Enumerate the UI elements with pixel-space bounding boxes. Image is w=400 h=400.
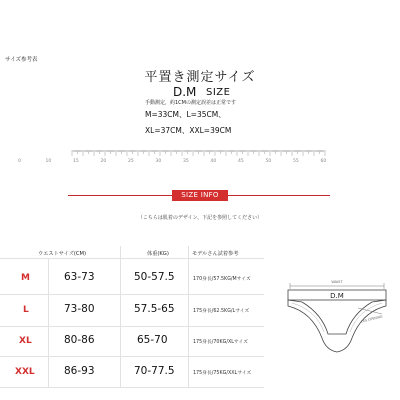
col-divider — [120, 246, 121, 388]
ruler-label: 45 — [238, 159, 244, 164]
header-weight: 体重(KG) — [147, 251, 169, 257]
ruler-label: 20 — [100, 159, 107, 164]
model-reference: 175身長/62.5KG/Lサイズ — [193, 309, 250, 314]
row-divider — [0, 356, 264, 357]
header-waist: ウエストサイズ(CM) — [38, 251, 87, 257]
ruler-label: 60 — [320, 159, 327, 164]
ruler-label: 35 — [183, 159, 189, 164]
ruler-label: 50 — [265, 159, 272, 164]
ruler-label: 55 — [293, 159, 299, 164]
size-label-m: M — [21, 273, 30, 283]
weight-value: 70-77.5 — [134, 365, 175, 377]
row-divider — [0, 326, 264, 327]
brief-measurement-diagram — [278, 272, 396, 360]
leg-opening-label: LEG OPENING — [360, 314, 383, 324]
waist-value: 73-80 — [64, 303, 95, 315]
ruler-label: 0 — [18, 159, 21, 164]
ruler-label: 30 — [155, 159, 162, 164]
size-table — [0, 246, 264, 388]
measuring-ruler — [0, 150, 400, 164]
measurement-line-2: XL=37CM、XXL=39CM — [145, 126, 232, 135]
row-divider — [0, 294, 264, 295]
waistband-brand: D.M — [330, 292, 344, 300]
row-divider — [0, 387, 264, 388]
ruler-label: 15 — [73, 159, 79, 164]
col-divider — [48, 258, 49, 388]
model-reference: 175身長/70KG/XLサイズ — [193, 340, 248, 345]
size-label-xl: XL — [19, 336, 32, 346]
waist-label: WAIST — [331, 280, 343, 284]
brief-outline — [288, 300, 386, 352]
brand-name: D.M — [173, 85, 197, 99]
weight-value: 57.5-65 — [134, 303, 175, 315]
ruler-label: 40 — [210, 159, 217, 164]
measurement-note: 手動測定，約1CMの測定誤差は正常です — [145, 100, 236, 106]
brand-size-label: SIZE — [206, 87, 231, 98]
weight-value: 65-70 — [137, 334, 168, 346]
col-divider — [188, 246, 189, 388]
waist-value: 80-86 — [64, 334, 95, 346]
section-label: サイズ参考表 — [5, 57, 38, 63]
weight-value: 50-57.5 — [134, 271, 175, 283]
size-info-banner: SIZE INFO — [172, 190, 228, 201]
waist-value: 86-93 — [64, 365, 95, 377]
page-title: 平置き測定サイズ — [144, 70, 256, 85]
model-reference: 175身長/75KG/XXLサイズ — [193, 371, 252, 376]
row-divider — [0, 258, 264, 259]
size-label-l: L — [23, 305, 29, 315]
ruler-label: 25 — [128, 159, 134, 164]
waist-value: 63-73 — [64, 271, 95, 283]
measurement-line-1: M=33CM、L=35CM、 — [145, 110, 226, 119]
header-model: モデルさん試着参考 — [192, 251, 239, 257]
size-label-xxl: XXL — [15, 367, 35, 377]
model-reference: 170身長/57.5KG/Mサイズ — [193, 277, 251, 282]
ruler-label: 10 — [45, 159, 52, 164]
banner-note: （こちらは肌着のデザイン、下記を参照してください） — [137, 215, 263, 221]
